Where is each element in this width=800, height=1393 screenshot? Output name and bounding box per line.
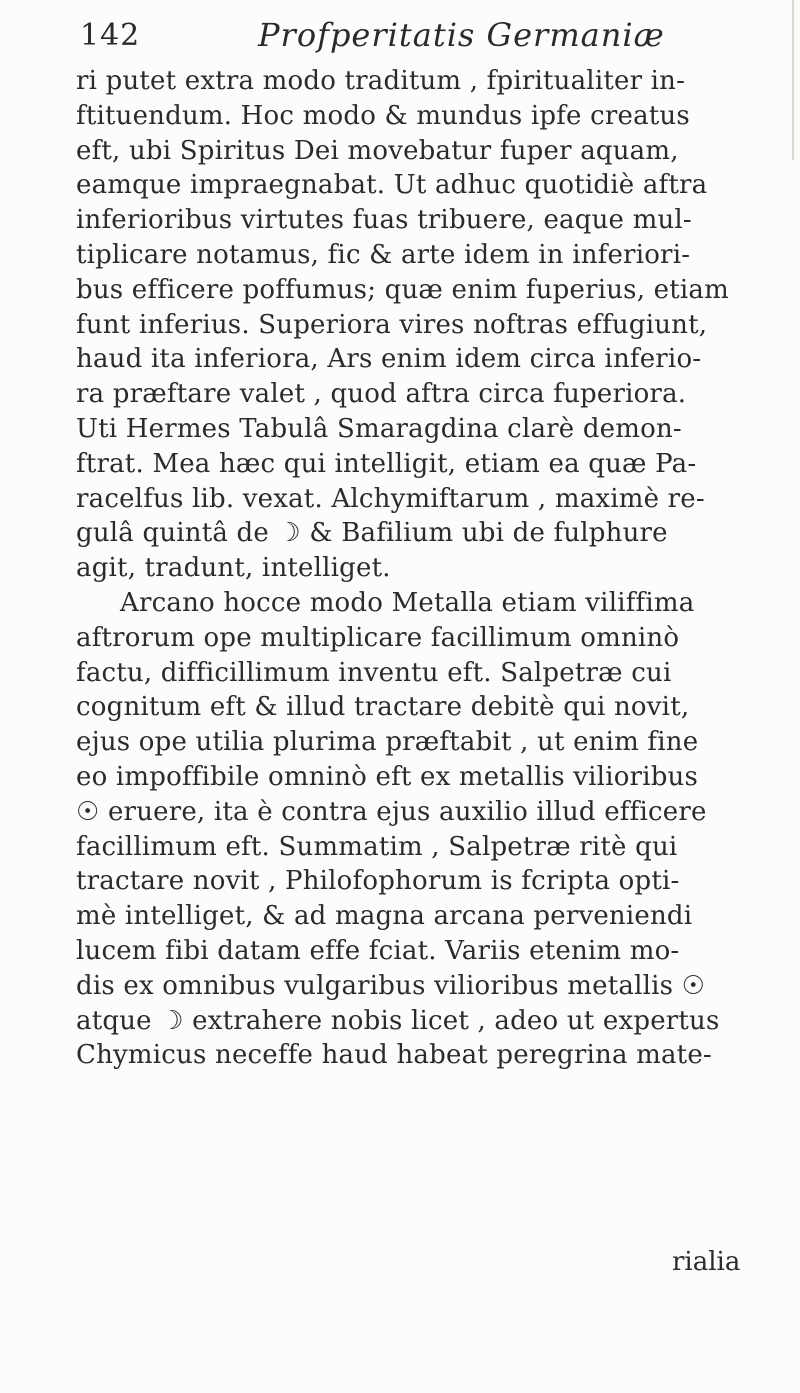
text-line: ejus ope utilia plurima præftabit , ut enim fine — [76, 727, 699, 758]
text-line: Chymicus neceffe haud habeat peregrina mate- — [76, 1040, 712, 1071]
text-line: dis ex omnibus vulgaribus vilioribus metallis ☉ — [76, 970, 706, 1001]
text-line: ri putet extra modo traditum , fpiritualiter in- — [76, 66, 686, 96]
text-line: factu, difficillimum inventu eft. Salpetræ cui — [76, 657, 672, 688]
text-line: ☉ eruere, ita è contra ejus auxilio illud efficere — [76, 796, 707, 827]
text-line: inferioribus virtutes fuas tribuere, eaque mul- — [76, 205, 692, 236]
text-line: ra præftare valet , quod aftra circa fuperiora. — [76, 379, 687, 410]
text-line: Uti Hermes Tabulâ Smaragdina clarè demon- — [76, 413, 682, 444]
text-line: racelfus lib. vexat. Alchymiftarum , maximè re- — [76, 483, 705, 514]
text-line: eo impoffibile omninò eft ex metallis vilioribus — [76, 761, 699, 792]
text-line: agit, tradunt, intelliget. — [76, 553, 391, 584]
text-line: atque ☽ extrahere nobis licet , adeo ut expertus — [76, 1005, 720, 1036]
text-line: gulâ quintâ de ☽ & Bafilium ubi de fulphure — [76, 518, 668, 549]
text-line: tiplicare notamus, fic & arte idem in inferiori- — [76, 239, 691, 270]
running-title: Profperitatis Germaniæ — [258, 16, 665, 54]
text-line: ftrat. Mea hæc qui intelligit, etiam ea quæ Pa- — [76, 448, 697, 479]
page-header — [0, 16, 800, 56]
text-line: facillimum eft. Summatim , Salpetræ ritè qui — [76, 831, 678, 862]
text-line: mè intelliget, & ad magna arcana perveniendi — [76, 901, 693, 932]
text-line: haud ita inferiora, Ars enim idem circa inferio- — [76, 344, 702, 375]
text-line: eamque impraegnabat. Ut adhuc quotidiè aftra — [76, 170, 708, 201]
text-line: eft, ubi Spiritus Dei movebatur fuper aquam, — [76, 135, 679, 166]
text-line: lucem fibi datam effe fciat. Variis etenim mo- — [76, 935, 680, 966]
paragraph-start-line: Arcano hocce modo Metalla etiam viliffima — [120, 587, 695, 618]
text-line: ftituendum. Hoc modo & mundus ipfe creatus — [76, 100, 690, 131]
page-number: 142 — [80, 18, 141, 53]
text-line: funt inferius. Superiora vires noftras effugiunt, — [76, 309, 708, 340]
text-line: tractare novit , Philofophorum is fcripta opti- — [76, 866, 680, 897]
catchword: rialia — [672, 1247, 741, 1277]
text-line: aftrorum ope multiplicare facillimum omninò — [76, 622, 680, 653]
body-text — [76, 64, 776, 1073]
text-line: cognitum eft & illud tractare debitè qui novit, — [76, 692, 690, 723]
text-line: bus efficere poffumus; quæ enim fuperius, etiam — [76, 274, 729, 305]
